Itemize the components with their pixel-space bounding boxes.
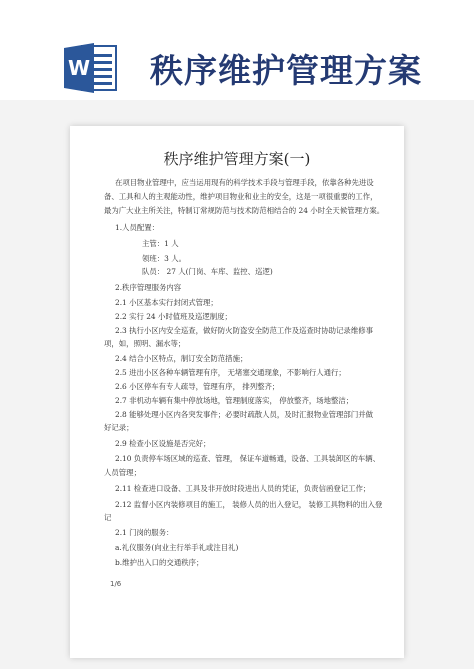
paragraph-line: 2.6 小区停车有专人疏导，管理有序， 排列整齐； (115, 382, 280, 391)
page-number: 1/6 (110, 580, 122, 588)
document-title: 秩序维护管理方案(一) (163, 150, 311, 168)
paragraph-line: 2.11 检查进口设备、工具及非开放时段进出人员的凭证，负责信函登记工作； (115, 484, 371, 493)
paragraph-line: 主管：1 人 (142, 239, 179, 248)
paragraph-line: 记 (104, 513, 112, 522)
header-banner (0, 0, 474, 100)
svg-text:W: W (67, 56, 91, 80)
paragraph-line: a.礼仪服务(向业主行举手礼或注目礼) (115, 543, 239, 552)
document-page (70, 126, 404, 658)
paragraph-line: 人员管理； (104, 468, 141, 477)
paragraph-line: 2.9 检查小区设施是否完好； (115, 439, 211, 448)
paragraph-line: 2.秩序管理服务内容 (115, 283, 182, 292)
paragraph-line: 2.1 小区基本实行封闭式管理； (115, 298, 218, 307)
paragraph-line: 2.10 负责停车场区域的巡查、管理， 保证车道畅通，设备、工具装卸区的车辆、 (115, 454, 381, 463)
paragraph-line: 2.5 进出小区各种车辆管理有序， 无堵塞交通现象，不影响行人通行； (115, 368, 346, 377)
paragraph-line: 2.2 实行 24 小时值班及巡逻制度； (115, 312, 232, 321)
paragraph-line: b.维护出入口的交通秩序； (115, 558, 204, 567)
paragraph-line: 在项目物业管理中，应当运用现有的科学技术手段与管理手段，依靠各种先进设 (115, 178, 374, 187)
paragraph-line: 好记录； (104, 423, 134, 432)
paragraph-line: 2.7 非机动车辆有集中停放场地，管理制度落实， 停放整齐，场地整洁； (115, 396, 354, 405)
paragraph-line: 2.8 能够处理小区内各突发事件；必要时疏散人员，及时汇报物业管理部门并做 (115, 410, 373, 419)
paragraph-line: 2.12 监督小区内装修项目的施工， 装修人员的出入登记， 装修工具物料的出入登 (115, 500, 383, 509)
paragraph-line: 2.4 结合小区特点，制订安全防范措施； (115, 354, 248, 363)
paragraph-line: 领班：3 人。 (142, 254, 187, 263)
paragraph-line: 1.人员配置： (115, 223, 160, 232)
banner-title: 秩序维护管理方案 (150, 51, 422, 90)
paragraph-line: 最为广大业主所关注，特制订常规防范与技术防范相结合的 24 小时全天候管理方案。 (104, 206, 385, 215)
paragraph-line: 2.3 执行小区内安全巡查，做好防火防盗安全防范工作及巡查时协助记录维修事 (115, 326, 373, 335)
paragraph-line: 备、工具和人的主观能动性，维护项目物业和业主的安全，这是一项很重要的工作， (104, 192, 378, 201)
word-icon (62, 40, 118, 96)
paragraph-line: 项，如，照明、漏水等； (104, 339, 186, 348)
paragraph-line: 队员： 27 人(门岗、车库、监控、巡逻) (142, 267, 273, 276)
paragraph-line: 2.1 门岗的服务： (115, 528, 174, 537)
